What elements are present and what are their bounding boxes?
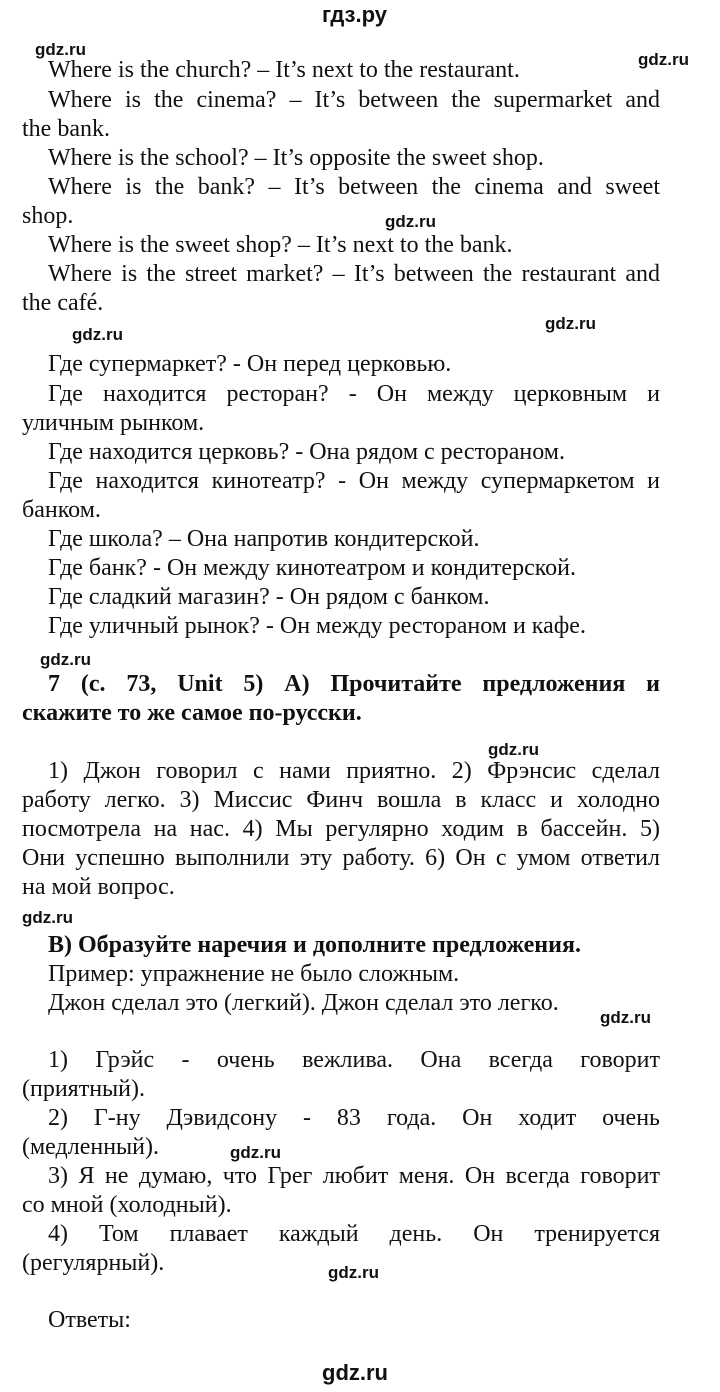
watermark: gdz.ru bbox=[35, 40, 86, 59]
task-line: (медленный). bbox=[22, 1134, 160, 1160]
russian-line: уличным рынком. bbox=[22, 410, 205, 436]
task-line: 3) Я не думаю, что Грег любит меня. Он всегда говорит bbox=[48, 1163, 660, 1189]
task-line: со мной (холодный). bbox=[22, 1192, 232, 1218]
answer-line: Они успешно выполнили эту работу. 6) Он с умом ответил bbox=[22, 845, 660, 871]
watermark: gdz.ru bbox=[600, 1008, 651, 1027]
watermark: gdz.ru bbox=[638, 50, 689, 69]
english-line: the café. bbox=[22, 290, 104, 316]
task-line: (приятный). bbox=[22, 1076, 146, 1102]
task-line: 4) Том плавает каждый день. Он тренируется bbox=[48, 1221, 660, 1247]
answer-line: 1) Джон говорил с нами приятно. 2) Фрэнсис сделал bbox=[48, 758, 660, 784]
answer-line: на мой вопрос. bbox=[22, 874, 175, 900]
task-line: (регулярный). bbox=[22, 1250, 165, 1276]
russian-line: Где супермаркет? - Он перед церковью. bbox=[48, 351, 452, 377]
english-line: shop. bbox=[22, 203, 74, 229]
english-line: Where is the cinema? – It’s between the supermarket and bbox=[48, 87, 660, 113]
example-line: Джон сделал это (легкий). Джон сделал это легко. bbox=[48, 990, 559, 1016]
partb-heading: В) Образуйте наречия и дополните предложения. bbox=[48, 932, 581, 958]
russian-line: Где школа? – Она напротив кондитерской. bbox=[48, 526, 480, 552]
russian-line: банком. bbox=[22, 497, 101, 523]
english-line: Where is the street market? – It’s between the restaurant and bbox=[48, 261, 660, 287]
russian-line: Где находится ресторан? - Он между церковным и bbox=[48, 381, 660, 407]
watermark: gdz.ru bbox=[385, 212, 436, 231]
answer-line: посмотрела на нас. 4) Мы регулярно ходим в бассейн. 5) bbox=[22, 816, 660, 842]
exercise-heading: скажите то же самое по-русски. bbox=[22, 700, 362, 726]
site-footer: gdz.ru bbox=[322, 1360, 388, 1385]
site-header: гдз.ру bbox=[322, 2, 387, 27]
english-line: Where is the sweet shop? – It’s next to the bank. bbox=[48, 232, 513, 258]
english-line: the bank. bbox=[22, 116, 110, 142]
watermark: gdz.ru bbox=[22, 908, 73, 927]
task-line: 1) Грэйс - очень вежлива. Она всегда говорит bbox=[48, 1047, 660, 1073]
watermark: gdz.ru bbox=[545, 314, 596, 333]
watermark: gdz.ru bbox=[40, 650, 91, 669]
watermark: gdz.ru bbox=[328, 1263, 379, 1282]
english-line: Where is the church? – It’s next to the restaurant. bbox=[48, 57, 520, 83]
watermark: gdz.ru bbox=[230, 1143, 281, 1162]
answer-line: работу легко. 3) Миссис Финч вошла в класс и холодно bbox=[22, 787, 660, 813]
russian-line: Где уличный рынок? - Он между рестораном и кафе. bbox=[48, 613, 586, 639]
watermark: gdz.ru bbox=[488, 740, 539, 759]
watermark: gdz.ru bbox=[72, 325, 123, 344]
russian-line: Где находится церковь? - Она рядом с рестораном. bbox=[48, 439, 565, 465]
english-line: Where is the bank? – It’s between the cinema and sweet bbox=[48, 174, 660, 200]
russian-line: Где банк? - Он между кинотеатром и кондитерской. bbox=[48, 555, 577, 581]
exercise-heading: 7 (с. 73, Unit 5) А) Прочитайте предложения и bbox=[48, 671, 660, 697]
english-line: Where is the school? – It’s opposite the sweet shop. bbox=[48, 145, 544, 171]
example-line: Пример: упражнение не было сложным. bbox=[48, 961, 460, 987]
russian-line: Где находится кинотеатр? - Он между супермаркетом и bbox=[48, 468, 660, 494]
answers-label: Ответы: bbox=[48, 1307, 131, 1333]
task-line: 2) Г-ну Дэвидсону - 83 года. Он ходит очень bbox=[48, 1105, 660, 1131]
russian-line: Где сладкий магазин? - Он рядом с банком. bbox=[48, 584, 490, 610]
